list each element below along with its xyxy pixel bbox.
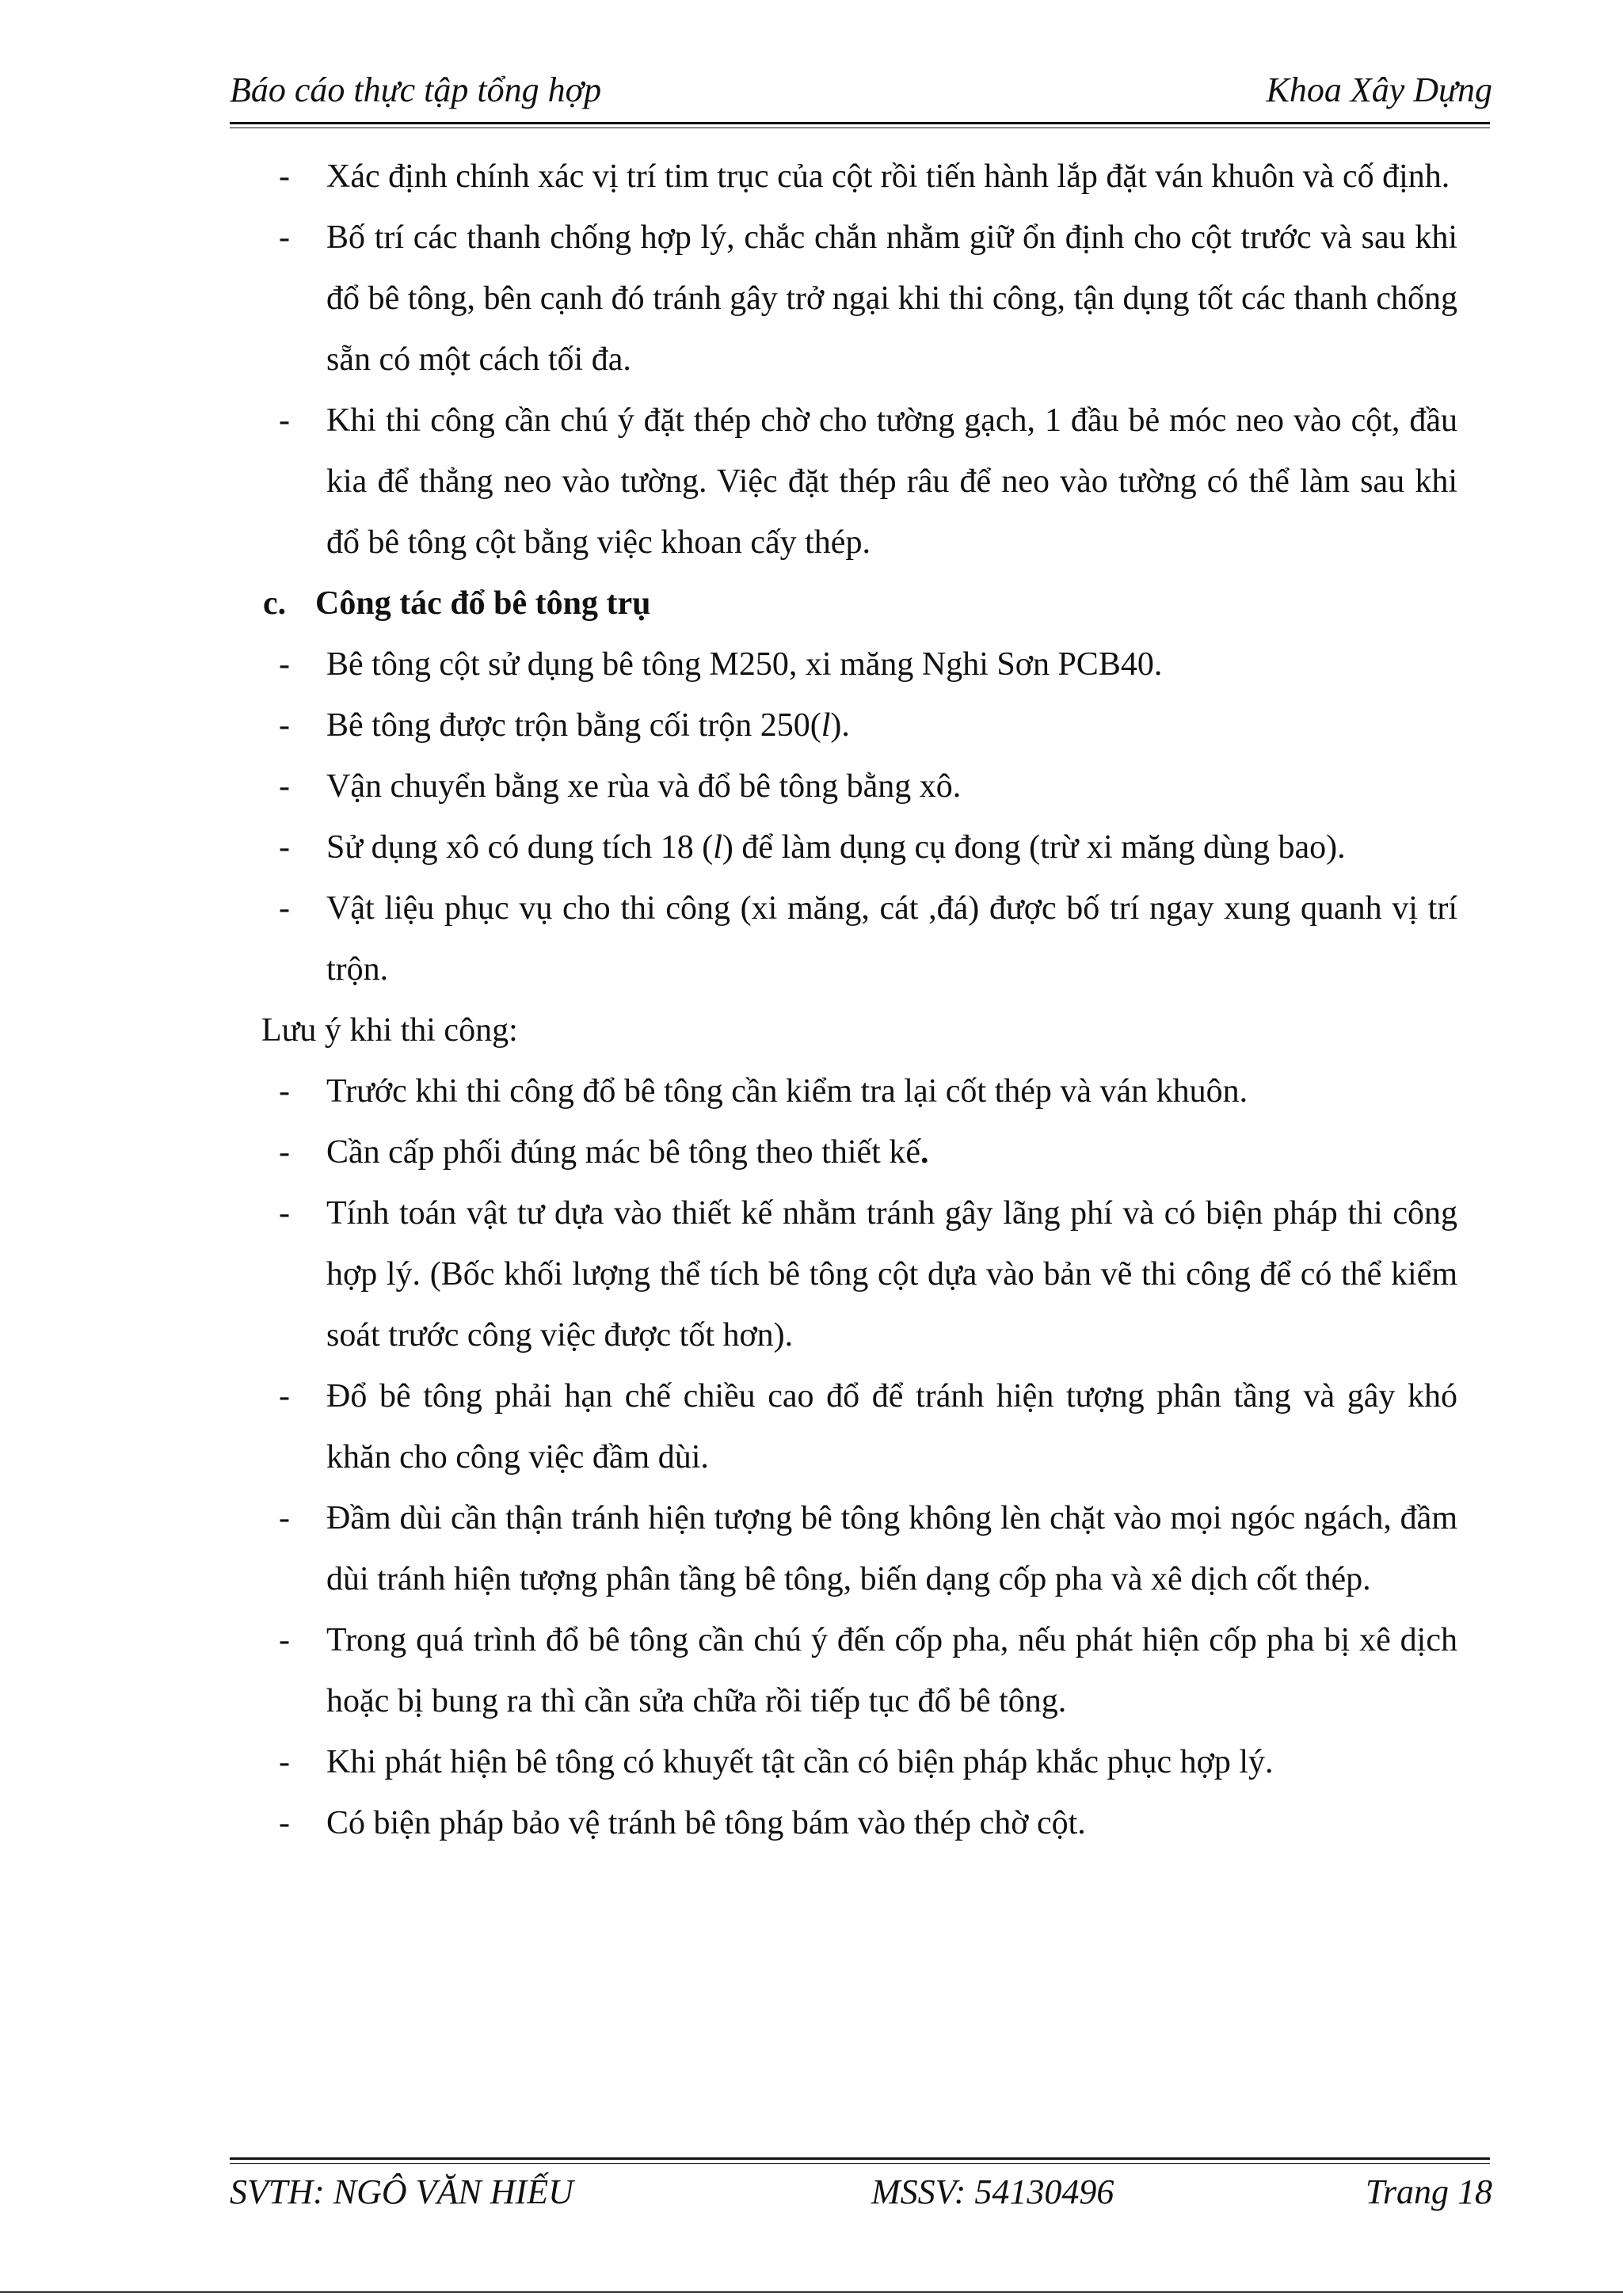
list-item (261, 1183, 1457, 1366)
list-item (261, 1732, 1457, 1793)
bullet-dash: - (279, 829, 290, 866)
scan-edge-line (0, 2291, 1623, 2293)
list-item-text: Vận chuyển bằng xe rùa và đổ bê tông bằng xô. (326, 768, 962, 805)
list-item-text: Đổ bê tông phải hạn chế chiều cao đổ để tránh hiện tượng phân tầng và gây khó khăn cho công việc đầm dùi. (326, 1378, 1457, 1475)
list-item (261, 756, 1457, 817)
bullet-dash: - (279, 402, 290, 439)
list-item (261, 1488, 1457, 1610)
list-item-text: Trước khi thi công đổ bê tông cần kiểm tra lại cốt thép và ván khuôn. (326, 1073, 1248, 1110)
page-header (230, 63, 1492, 119)
list-item-text: Khi phát hiện bê tông có khuyết tật cần có biện pháp khắc phục hợp lý. (326, 1744, 1274, 1780)
bullet-dash: - (279, 768, 290, 805)
bullet-dash: - (279, 1805, 290, 1841)
header-report-title: Báo cáo thực tập tổng hợp (230, 70, 602, 109)
bullet-dash: - (279, 158, 290, 195)
list-item (261, 1610, 1457, 1732)
list-item-text-end: . (920, 1134, 929, 1171)
list-item-text: Sử dụng xô có dung tích 18 ( (326, 829, 714, 866)
list-item (261, 208, 1457, 390)
list-item (261, 817, 1457, 878)
list-item-text: Bố trí các thanh chống hợp lý, chắc chắn nhằm giữ ổn định cho cột trước và sau khi đổ bê tông, bên cạnh đó tránh gây trở ngại khi thi công, tận dụng tốt các thanh chống sẵn có một cách tối đa. (326, 219, 1457, 378)
list-item-text: Bê tông cột sử dụng bê tông M250, xi măng Nghi Sơn PCB40. (326, 646, 1163, 683)
bullet-dash: - (279, 1622, 290, 1658)
bullet-dash: - (279, 1378, 290, 1415)
list-item-text: Trong quá trình đổ bê tông cần chú ý đến cốp pha, nếu phát hiện cốp pha bị xê dịch hoặc bị bung ra thì cần sửa chữa rồi tiếp tục đổ bê tông. (326, 1622, 1457, 1719)
list-item-text: Cần cấp phối đúng mác bê tông theo thiết kế (326, 1134, 920, 1171)
list-item-text-end: ). (830, 707, 850, 744)
unit-liter: l (821, 707, 831, 744)
list-item-text: Đầm dùi cần thận tránh hiện tượng bê tông không lèn chặt vào mọi ngóc ngách, đầm dùi tránh hiện tượng phân tầng bê tông, biến dạng cốp pha và xê dịch cốt thép. (326, 1500, 1457, 1597)
bullet-dash: - (279, 1195, 290, 1232)
list-item-text: Khi thi công cần chú ý đặt thép chờ cho tường gạch, 1 đầu bẻ móc neo vào cột, đầu kia để thẳng neo vào tường. Việc đặt thép râu để neo vào tường có thể làm sau khi đổ bê tông cột bằng việc khoan cấy thép. (326, 402, 1457, 561)
list-item-text: Vật liệu phục vụ cho thi công (xi măng, cát ,đá) được bố trí ngay xung quanh vị trí trộn. (326, 890, 1457, 988)
list-item-text: Xác định chính xác vị trí tim trục của cột rồi tiến hành lắp đặt ván khuôn và cố định. (326, 158, 1450, 195)
page-body (261, 147, 1457, 1854)
bullet-dash: - (279, 1500, 290, 1536)
list-item (261, 1793, 1457, 1854)
footer-student: SVTH: NGÔ VĂN HIẾU (230, 2172, 573, 2211)
list-item-text: Tính toán vật tư dựa vào thiết kế nhằm tránh gây lãng phí và có biện pháp thi công hợp lý. (Bốc khối lượng thể tích bê tông cột dựa vào bản vẽ thi công để có thể kiểm soát trước công việc được tốt hơn). (326, 1195, 1457, 1354)
list-item-text: Có biện pháp bảo vệ tránh bê tông bám vào thép chờ cột. (326, 1805, 1086, 1841)
section-heading (261, 573, 1457, 634)
footer-divider-thin (230, 2163, 1490, 2164)
list-item-text-end: ) để làm dụng cụ đong (trừ xi măng dùng bao). (722, 829, 1346, 866)
bullet-dash: - (279, 219, 290, 256)
unit-liter: l (713, 829, 722, 866)
bullet-dash: - (279, 1134, 290, 1171)
list-item (261, 878, 1457, 1000)
bullet-dash: - (279, 1073, 290, 1110)
header-faculty: Khoa Xây Dựng (1266, 70, 1492, 109)
list-item (261, 634, 1457, 695)
list-item (261, 1061, 1457, 1122)
header-divider (230, 122, 1490, 124)
section-title: Công tác đổ bê tông trụ (315, 585, 651, 622)
list-item-text: Bê tông được trộn bằng cối trộn 250( (326, 707, 821, 744)
footer-student-id: MSSV: 54130496 (871, 2172, 1114, 2211)
list-item (261, 1366, 1457, 1488)
note-label: Lưu ý khi thi công: (261, 1012, 518, 1049)
list-item (261, 1122, 1457, 1183)
list-item (261, 695, 1457, 756)
bullet-dash: - (279, 1744, 290, 1780)
section-letter: c. (263, 585, 287, 622)
footer-divider (230, 2157, 1490, 2160)
bullet-dash: - (279, 707, 290, 744)
list-item (261, 147, 1457, 208)
footer-page-number: Trang 18 (1365, 2172, 1492, 2211)
bullet-dash: - (279, 890, 290, 927)
list-item (261, 390, 1457, 573)
page-footer (230, 2170, 1492, 2218)
bullet-dash: - (279, 646, 290, 683)
